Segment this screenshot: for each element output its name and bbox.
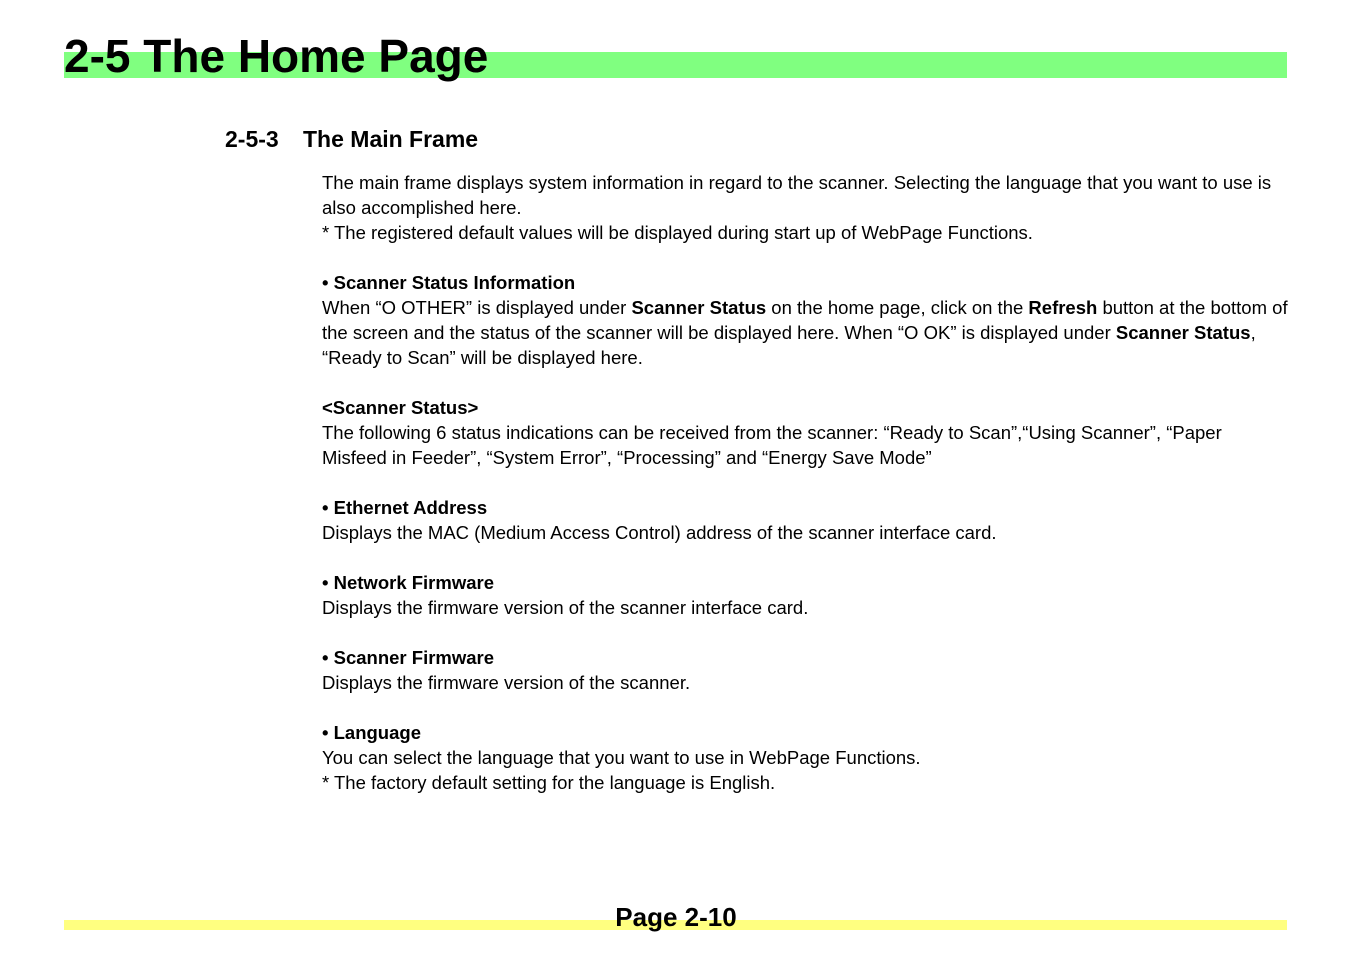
network-firmware-title: • Network Firmware [322, 572, 495, 593]
network-firmware-block [322, 570, 1288, 620]
scanner-status-info-block [322, 270, 1288, 370]
ethernet-title: • Ethernet Address [322, 497, 488, 518]
bold-term-refresh: Refresh [1028, 297, 1098, 318]
text-segment: When “O OTHER” is displayed under [322, 297, 632, 318]
main-content [322, 170, 1288, 820]
bold-term-scanner-status: Scanner Status [1115, 322, 1251, 343]
intro-text: The main frame displays system information in regard to the scanner. Selecting the language that you want to use is also accomplished here. [322, 172, 1272, 218]
ethernet-block [322, 495, 1288, 545]
section-heading [225, 124, 478, 154]
language-title: • Language [322, 722, 421, 743]
section-title: The Main Frame [303, 126, 479, 152]
language-text: You can select the language that you want to use in WebPage Functions. [322, 747, 921, 768]
network-firmware-text: Displays the firmware version of the scanner interface card. [322, 597, 809, 618]
scanner-status-info-text [322, 295, 1288, 370]
text-segment: button at the bottom of the screen and the status of the scanner will be displayed here. When “O OK” is displayed under [322, 297, 1288, 343]
scanner-status-block [322, 395, 1288, 470]
scanner-status-title: <Scanner Status> [322, 397, 479, 418]
language-block [322, 720, 1288, 795]
page-title: 2-5 The Home Page [64, 30, 489, 82]
page-number: Page 2-10 [615, 902, 737, 932]
language-note: * The factory default setting for the language is English. [322, 772, 776, 793]
intro-block [322, 170, 1288, 245]
scanner-firmware-title: • Scanner Firmware [322, 647, 495, 668]
text-segment: , “Ready to Scan” will be displayed here. [322, 322, 1256, 368]
scanner-status-info-title: • Scanner Status Information [322, 272, 576, 293]
scanner-status-text: The following 6 status indications can be received from the scanner: “Ready to Scan”,“Using Scanner”, “Paper Misfeed in Feeder”, “System Error”, “Processing” and “Energy Save Mode” [322, 422, 1222, 468]
bold-term-scanner-status: Scanner Status [631, 297, 767, 318]
scanner-firmware-text: Displays the firmware version of the scanner. [322, 672, 691, 693]
intro-note: * The registered default values will be displayed during start up of WebPage Functions. [322, 222, 1033, 243]
section-number: 2-5-3 [225, 126, 279, 152]
scanner-firmware-block [322, 645, 1288, 695]
text-segment: on the home page, click on the [766, 297, 1029, 318]
ethernet-text: Displays the MAC (Medium Access Control) address of the scanner interface card. [322, 522, 997, 543]
